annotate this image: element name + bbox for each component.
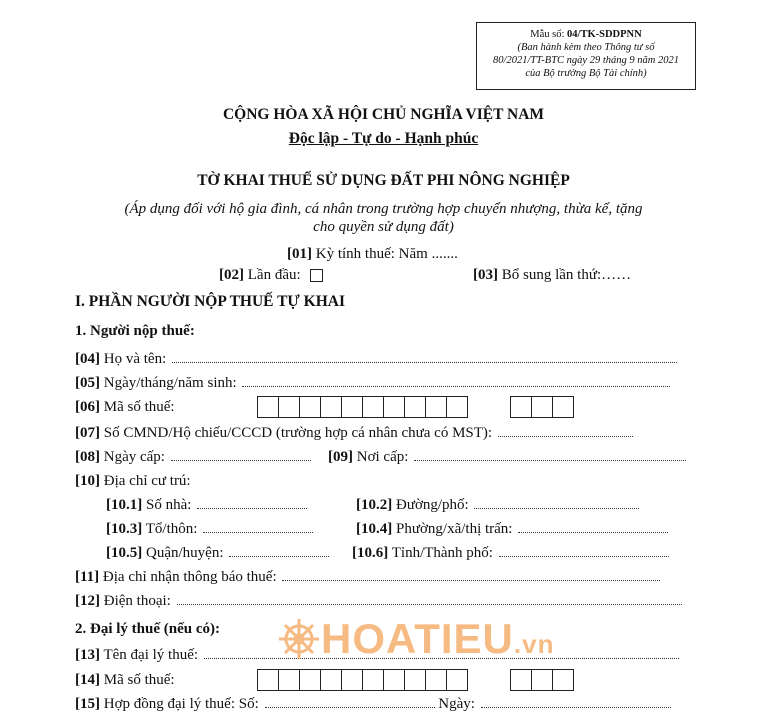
field-08 — [75, 449, 311, 466]
field-04 — [75, 351, 677, 368]
field-12 — [75, 593, 682, 610]
ship-wheel-icon — [277, 617, 321, 661]
field-10-3 — [106, 521, 313, 538]
house-number-input[interactable] — [197, 507, 307, 509]
tax-code-cells[interactable] — [258, 396, 468, 418]
field-02-code: [02] — [219, 267, 244, 283]
document-title: TỜ KHAI THUẾ SỬ DỤNG ĐẤT PHI NÔNG NGHIỆP — [197, 172, 570, 189]
agent-tax-code-suffix-cell[interactable] — [552, 669, 574, 691]
field-04-label: Họ và tên: — [103, 351, 167, 367]
issue-date-input[interactable] — [171, 459, 311, 461]
form-code: 04/TK-SDDPNN — [567, 29, 642, 40]
tax-code-cell[interactable] — [383, 396, 405, 418]
agent-tax-code-cell[interactable] — [341, 669, 363, 691]
agent-tax-code-cell[interactable] — [257, 669, 279, 691]
field-03 — [473, 267, 631, 284]
tax-code-suffix-cells[interactable] — [511, 396, 574, 418]
watermark-suffix: .vn — [513, 629, 555, 659]
form-issue-line-1: (Ban hành kèm theo Thông tư số — [517, 42, 655, 53]
form-issue-line-3: của Bộ trưởng Bộ Tài chính) — [525, 68, 647, 79]
field-03-label: Bổ sung lần thứ:…… — [501, 267, 632, 283]
field-10-4-code: [10.4] — [356, 521, 393, 537]
field-10-6-label: Tỉnh/Thành phố: — [391, 545, 493, 561]
field-02 — [219, 267, 323, 284]
agent-tax-code-cell[interactable] — [278, 669, 300, 691]
section-1-title: I. PHẦN NGƯỜI NỘP THUẾ TỰ KHAI — [75, 293, 345, 310]
document-subtitle-2: cho quyền sử dụng đất) — [313, 219, 454, 235]
form-issue-line-2: 80/2021/TT-BTC ngày 29 tháng 9 năm 2021 — [493, 55, 679, 66]
field-09-label: Nơi cấp: — [356, 449, 409, 465]
full-name-input[interactable] — [172, 361, 677, 363]
tax-code-cell[interactable] — [320, 396, 342, 418]
field-15-date-label: Ngày: — [438, 696, 475, 712]
field-07-label: Số CMND/Hộ chiếu/CCCD (trường hợp cá nhân chưa có MST): — [103, 425, 493, 441]
agent-tax-code-suffix-cell[interactable] — [510, 669, 532, 691]
contract-date-input[interactable] — [481, 706, 671, 708]
field-09 — [328, 449, 686, 466]
field-04-code: [04] — [75, 351, 100, 367]
ward-input[interactable] — [518, 531, 668, 533]
field-11-code: [11] — [75, 569, 100, 585]
field-10-5-code: [10.5] — [106, 545, 143, 561]
field-10-label: Địa chỉ cư trú: — [103, 473, 191, 489]
field-10-1-label: Số nhà: — [146, 497, 192, 513]
field-08-label: Ngày cấp: — [103, 449, 165, 465]
form-code-label: Mẫu số: — [530, 29, 568, 40]
tax-code-cell[interactable] — [278, 396, 300, 418]
motto: Độc lập - Tự do - Hạnh phúc — [288, 130, 479, 147]
field-15 — [75, 696, 671, 713]
agent-tax-code-cells[interactable] — [258, 669, 468, 691]
taxpayer-subtitle: 1. Người nộp thuế: — [75, 323, 195, 339]
birth-date-input[interactable] — [242, 385, 670, 387]
field-07 — [75, 425, 633, 442]
tax-code-cell[interactable] — [404, 396, 426, 418]
field-09-code: [09] — [328, 449, 353, 465]
field-10-6-code: [10.6] — [352, 545, 389, 561]
field-10-4-label: Phường/xã/thị trấn: — [396, 521, 513, 537]
form-code-box — [476, 22, 696, 90]
field-10-6 — [352, 545, 669, 562]
watermark — [277, 615, 554, 663]
field-10-1-code: [10.1] — [106, 497, 143, 513]
field-13-code: [13] — [75, 647, 100, 663]
agent-tax-code-suffix-cell[interactable] — [531, 669, 553, 691]
field-10-4 — [356, 521, 668, 538]
phone-input[interactable] — [177, 603, 682, 605]
tax-code-suffix-cell[interactable] — [552, 396, 574, 418]
motto-wrap — [0, 130, 767, 148]
tax-code-suffix-cell[interactable] — [510, 396, 532, 418]
field-03-code: [03] — [473, 267, 498, 283]
field-10-code: [10] — [75, 473, 100, 489]
field-12-code: [12] — [75, 593, 100, 609]
document-subtitle-1: (Áp dụng đối với hộ gia đình, cá nhân trong trường hợp chuyển nhượng, thừa kế, tặng — [124, 201, 643, 217]
field-14-code: [14] — [75, 672, 100, 688]
field-14-label: Mã số thuế: — [103, 672, 175, 688]
field-15-code: [15] — [75, 696, 100, 712]
field-06-code: [06] — [75, 399, 100, 415]
field-05 — [75, 375, 670, 392]
field-06 — [75, 399, 175, 416]
issue-place-input[interactable] — [414, 459, 686, 461]
field-11-label: Địa chỉ nhận thông báo thuế: — [102, 569, 277, 585]
field-10-2-code: [10.2] — [356, 497, 393, 513]
field-12-label: Điện thoại: — [103, 593, 171, 609]
watermark-text — [321, 615, 554, 663]
field-11 — [75, 569, 660, 586]
field-10-3-code: [10.3] — [106, 521, 143, 537]
field-15-label: Hợp đồng đại lý thuế: Số: — [103, 696, 259, 712]
field-14 — [75, 672, 175, 689]
street-input[interactable] — [474, 507, 639, 509]
field-10-5-label: Quận/huyện: — [146, 545, 224, 561]
tax-code-cell[interactable] — [446, 396, 468, 418]
field-06-label: Mã số thuế: — [103, 399, 175, 415]
agent-tax-code-cell[interactable] — [299, 669, 321, 691]
field-02-label: Lần đầu: — [247, 267, 301, 283]
agent-tax-code-cell[interactable] — [320, 669, 342, 691]
field-10 — [75, 473, 191, 490]
field-01-code: [01] — [287, 246, 312, 262]
agent-tax-code-cell[interactable] — [383, 669, 405, 691]
country-name: CỘNG HÒA XÃ HỘI CHỦ NGHĨA VIỆT NAM — [222, 106, 545, 123]
field-05-code: [05] — [75, 375, 100, 391]
field-10-5 — [106, 545, 329, 562]
province-input[interactable] — [499, 555, 669, 557]
tax-agent-subtitle: 2. Đại lý thuế (nếu có): — [75, 621, 220, 637]
notice-address-input[interactable] — [282, 579, 660, 581]
field-01 — [287, 246, 458, 263]
id-number-input[interactable] — [498, 435, 633, 437]
hamlet-input[interactable] — [203, 531, 313, 533]
agent-tax-code-cell[interactable] — [404, 669, 426, 691]
field-10-1 — [106, 497, 307, 514]
tax-code-cell[interactable] — [257, 396, 279, 418]
tax-code-cell[interactable] — [341, 396, 363, 418]
tax-code-cell[interactable] — [362, 396, 384, 418]
field-05-label: Ngày/tháng/năm sinh: — [103, 375, 237, 391]
field-10-3-label: Tổ/thôn: — [145, 521, 198, 537]
field-13-label: Tên đại lý thuế: — [103, 647, 199, 663]
field-10-2 — [356, 497, 639, 514]
contract-number-input[interactable] — [265, 706, 435, 708]
agent-tax-code-cell[interactable] — [362, 669, 384, 691]
district-input[interactable] — [229, 555, 329, 557]
agent-tax-code-cell[interactable] — [446, 669, 468, 691]
agent-tax-code-suffix-cells[interactable] — [511, 669, 574, 691]
field-01-label: Kỳ tính thuế: Năm ....... — [315, 246, 458, 262]
agent-tax-code-cell[interactable] — [425, 669, 447, 691]
tax-code-suffix-cell[interactable] — [531, 396, 553, 418]
field-10-2-label: Đường/phố: — [396, 497, 469, 513]
field-08-code: [08] — [75, 449, 100, 465]
watermark-brand: HOATIEU — [321, 615, 514, 662]
tax-code-cell[interactable] — [425, 396, 447, 418]
first-time-checkbox[interactable] — [310, 269, 323, 282]
tax-code-cell[interactable] — [299, 396, 321, 418]
field-07-code: [07] — [75, 425, 100, 441]
